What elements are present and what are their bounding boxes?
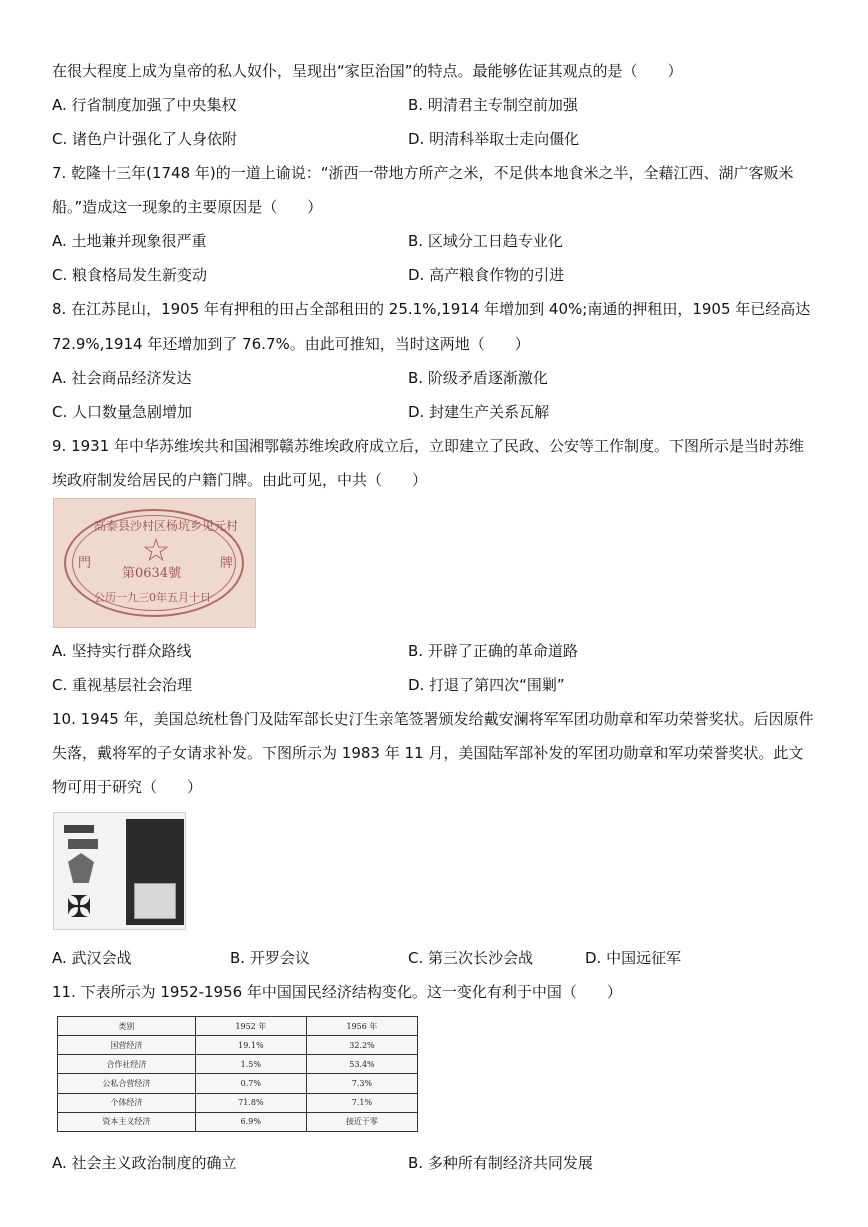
- household-doorplate-image: [53, 498, 256, 628]
- stamp-number-text: 第0634號: [122, 566, 182, 581]
- table-row: [58, 1036, 418, 1055]
- q10-option-d: D. 中国远征军: [585, 949, 682, 967]
- table-cell: 6.9%: [195, 1112, 306, 1131]
- table-cell: 接近于零: [306, 1112, 417, 1131]
- q9-stem-line-1: 9. 1931 年中华苏维埃共和国湘鄂赣苏维埃政府成立后，立即建立了民政、公安等工作制度。下图所示是当时苏维: [52, 437, 805, 455]
- q6-option-a: A. 行省制度加强了中央集权: [52, 96, 237, 114]
- star-icon: ☆: [141, 531, 171, 569]
- table-row: [58, 1093, 418, 1112]
- table-cell: 53.4%: [306, 1055, 417, 1074]
- q6-option-c: C. 诸色户计强化了人身依附: [52, 130, 238, 148]
- stamp-left-text: 門: [78, 556, 92, 571]
- table-row: [58, 1055, 418, 1074]
- economy-table: [57, 1016, 418, 1132]
- table-cell: 国营经济: [58, 1036, 196, 1055]
- stamp-arc-text: 高泰县沙村区杨坑乡见元村: [94, 519, 239, 533]
- q9-option-d: D. 打退了第四次“围剿”: [408, 676, 565, 694]
- q11-stem: 11. 下表所示为 1952-1956 年中国国民经济结构变化。这一变化有利于中国（ ）: [52, 983, 622, 1001]
- table-cell: 1.5%: [195, 1055, 306, 1074]
- table-header-cell: 1952 年: [195, 1017, 306, 1036]
- stamp-right-text: 牌: [220, 556, 234, 571]
- q6-option-b: B. 明清君主专制空前加强: [408, 96, 578, 114]
- stamp-date-text: 公历一九三0年五月十日: [94, 591, 211, 604]
- table-cell: 7.3%: [306, 1074, 417, 1093]
- table-cell: 公私合营经济: [58, 1074, 196, 1093]
- q8-option-d: D. 封建生产关系瓦解: [408, 403, 550, 421]
- medal-and-certificate-image: [53, 812, 186, 930]
- table-header-cell: 类别: [58, 1017, 196, 1036]
- q9-option-b: B. 开辟了正确的革命道路: [408, 642, 578, 660]
- table-row: [58, 1112, 418, 1131]
- table-row: [58, 1074, 418, 1093]
- certificate-paper: [134, 883, 176, 919]
- medal-pendant: [68, 853, 94, 883]
- q6-option-d: D. 明清科举取士走向僵化: [408, 130, 580, 148]
- medal-ribbon-bar: [64, 825, 94, 833]
- q8-stem-line-1: 8. 在江苏昆山，1905 年有押租的田占全部租田的 25.1%,1914 年增加到 40%;南通的押租田，1905 年已经高达: [52, 300, 811, 318]
- economy-structure-table: [57, 1016, 418, 1132]
- q7-option-d: D. 高产粮食作物的引进: [408, 266, 565, 284]
- q7-option-b: B. 区域分工日趋专业化: [408, 232, 563, 250]
- q10-option-a: A. 武汉会战: [52, 949, 132, 967]
- table-header-row: [58, 1017, 418, 1036]
- q11-option-a: A. 社会主义政治制度的确立: [52, 1154, 237, 1172]
- q9-option-c: C. 重视基层社会治理: [52, 676, 193, 694]
- q10-stem-line-3: 物可用于研究（ ）: [52, 778, 203, 796]
- q7-stem-line-2: 船。”造成这一现象的主要原因是（ ）: [52, 198, 323, 216]
- q8-stem-line-2: 72.9%,1914 年还增加到了 76.7%。由此可推知，当时这两地（ ）: [52, 335, 530, 353]
- q10-option-b: B. 开罗会议: [230, 949, 310, 967]
- q6-stem-end: 在很大程度上成为皇帝的私人奴仆，呈现出“家臣治国”的特点。最能够佐证其观点的是（ ）: [52, 62, 683, 80]
- q9-option-a: A. 坚持实行群众路线: [52, 642, 192, 660]
- table-header-cell: 1956 年: [306, 1017, 417, 1036]
- table-cell: 7.1%: [306, 1093, 417, 1112]
- medal-ribbon: [68, 839, 98, 849]
- q10-option-c: C. 第三次长沙会战: [408, 949, 534, 967]
- q8-option-b: B. 阶级矛盾逐渐激化: [408, 369, 548, 387]
- q7-stem-line-1: 7. 乾隆十三年(1748 年)的一道上谕说：“浙西一带地方所产之米，不足供本地食米之半，全藉江西、湖广客贩米: [52, 164, 794, 182]
- q9-stem-line-2: 埃政府制发给居民的户籍门牌。由此可见，中共（ ）: [52, 471, 428, 489]
- table-cell: 71.8%: [195, 1093, 306, 1112]
- q10-stem-line-1: 10. 1945 年，美国总统杜鲁门及陆军部长史汀生亲笔签署颁发给戴安澜将军军团功勋章和军功荣誉奖状。后因原件: [52, 710, 814, 728]
- medal-cross-icon: ✠: [66, 890, 92, 925]
- q7-option-c: C. 粮食格局发生新变动: [52, 266, 208, 284]
- q11-option-b: B. 多种所有制经济共同发展: [408, 1154, 593, 1172]
- q8-option-c: C. 人口数量急剧增加: [52, 403, 193, 421]
- q7-option-a: A. 土地兼并现象很严重: [52, 232, 207, 250]
- q10-stem-line-2: 失落，戴将军的子女请求补发。下图所示为 1983 年 11 月，美国陆军部补发的军团功勋章和军功荣誉奖状。此文: [52, 744, 804, 762]
- q8-option-a: A. 社会商品经济发达: [52, 369, 192, 387]
- table-cell: 32.2%: [306, 1036, 417, 1055]
- table-cell: 0.7%: [195, 1074, 306, 1093]
- table-cell: 个体经济: [58, 1093, 196, 1112]
- table-cell: 19.1%: [195, 1036, 306, 1055]
- table-cell: 合作社经济: [58, 1055, 196, 1074]
- table-cell: 资本主义经济: [58, 1112, 196, 1131]
